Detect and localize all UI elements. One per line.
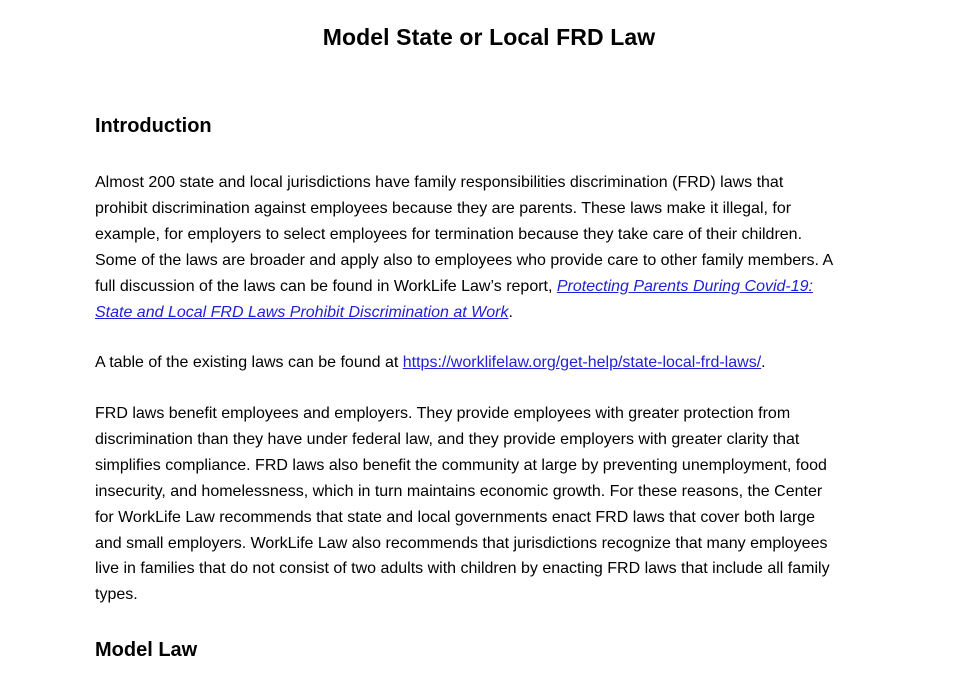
document-title: Model State or Local FRD Law [322, 24, 656, 50]
paragraph-line: insecurity, and homelessness, which in turn maintains economic growth. For these reasons, the Center [95, 482, 823, 500]
paragraph-line: Some of the laws are broader and apply also to employees who provide care to other family members. A [95, 251, 834, 269]
paragraph-end-punctuation: . [761, 354, 766, 371]
paragraph-line: discrimination than they have under federal law, and they provide employers with greater clarity that [95, 430, 800, 448]
introduction-heading: Introduction [95, 115, 212, 137]
paragraph-line: simplifies compliance. FRD laws also benefit the community at large by preventing unemployment, food [95, 456, 827, 474]
paragraph-line [95, 350, 895, 376]
paragraph-line: and small employers. WorkLife Law also recommends that jurisdictions recognize that many employees [95, 534, 828, 552]
introduction-paragraph-2 [95, 350, 895, 376]
paragraph-line: example, for employers to select employees for termination because they take care of their children. [95, 225, 803, 243]
paragraph-line [95, 300, 895, 326]
paragraph-line: prohibit discrimination against employees because they are parents. These laws make it illegal, for [95, 199, 792, 217]
paragraph-text: A table of the existing laws can be found at [95, 354, 403, 371]
model-law-heading: Model Law [95, 639, 198, 661]
paragraph-line: for WorkLife Law recommends that state and local governments enact FRD laws that cover both large [95, 508, 816, 526]
introduction-paragraph-3 [95, 401, 895, 608]
report-link-part-1[interactable]: Protecting Parents During Covid-19: [556, 277, 813, 295]
paragraph-text: full discussion of the laws can be found in WorkLife Law’s report, [95, 277, 557, 295]
paragraph-end-punctuation: . [508, 303, 513, 321]
report-link-part-2[interactable]: State and Local FRD Laws Prohibit Discrimination at Work [95, 303, 509, 321]
paragraph-line: live in families that do not consist of two adults with children by enacting FRD laws that include all family [95, 560, 830, 578]
paragraph-line: FRD laws benefit employees and employers. They provide employees with greater protection from [95, 405, 791, 422]
introduction-paragraph-1 [95, 170, 895, 325]
paragraph-line [95, 274, 895, 300]
paragraph-line: Almost 200 state and local jurisdictions have family responsibilities discrimination (FRD) laws that [95, 174, 784, 191]
frd-laws-table-link[interactable]: https://worklifelaw.org/get-help/state-local-frd-laws/ [402, 354, 762, 371]
paragraph-line: types. [95, 586, 138, 604]
